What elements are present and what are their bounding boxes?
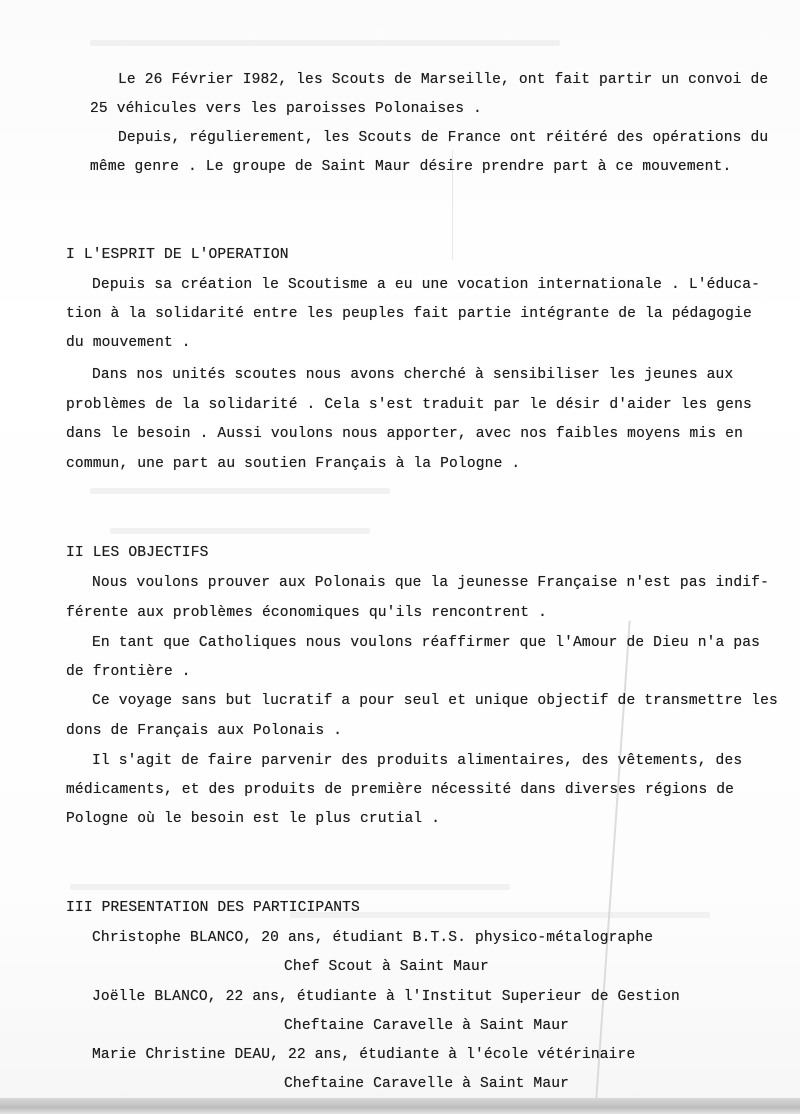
section-heading-objectifs: II LES OBJECTIFS	[66, 545, 209, 561]
paragraph-line: du mouvement .	[66, 335, 191, 351]
showthrough-mark	[90, 488, 390, 494]
paragraph-line: de frontière .	[66, 664, 191, 680]
participant-line: Christophe BLANCO, 20 ans, étudiant B.T.S. physico-métalographe	[92, 930, 654, 946]
paragraph-line: Ce voyage sans but lucratif a pour seul et unique objectif de transmettre les	[92, 693, 778, 709]
paragraph-line: Pologne où le besoin est le plus crutial .	[66, 811, 441, 827]
paragraph-line: En tant que Catholiques nous voulons réaffirmer que l'Amour de Dieu n'a pas	[92, 635, 761, 651]
paragraph-line: Il s'agit de faire parvenir des produits alimentaires, des vêtements, des	[92, 753, 743, 769]
intro-line: Le 26 Février I982, les Scouts de Marseille, ont fait partir un convoi de	[118, 72, 769, 88]
intro-line: même genre . Le groupe de Saint Maur désire prendre part à ce mouvement.	[90, 159, 732, 175]
showthrough-mark	[90, 40, 560, 46]
intro-line: 25 véhicules vers les paroisses Polonaises .	[90, 101, 482, 117]
paragraph-line: commun, une part au soutien Français à la Pologne .	[66, 456, 521, 472]
paragraph-line: férente aux problèmes économiques qu'ils rencontrent .	[66, 605, 548, 621]
section-heading-esprit: I L'ESPRIT DE L'OPERATION	[66, 247, 289, 263]
paragraph-line: médicaments, et des produits de première nécessité dans diverses régions de	[66, 782, 735, 798]
participant-line: Joëlle BLANCO, 22 ans, étudiante à l'Institut Superieur de Gestion	[92, 989, 680, 1005]
participant-role: Cheftaine Caravelle à Saint Maur	[284, 1076, 570, 1092]
paragraph-line: Depuis sa création le Scoutisme a eu une vocation internationale . L'éduca-	[92, 277, 761, 293]
section-heading-participants: III PRESENTATION DES PARTICIPANTS	[66, 900, 360, 916]
intro-line: Depuis, régulierement, les Scouts de France ont réitéré des opérations du	[118, 130, 769, 146]
paragraph-line: problèmes de la solidarité . Cela s'est traduit par le désir d'aider les gens	[66, 397, 752, 413]
participant-line: Marie Christine DEAU, 22 ans, étudiante à l'école vétérinaire	[92, 1047, 636, 1063]
paragraph-line: dans le besoin . Aussi voulons nous apporter, avec nos faibles moyens mis en	[66, 426, 743, 442]
paragraph-line: Nous voulons prouver aux Polonais que la jeunesse Française n'est pas indif-	[92, 575, 769, 591]
participant-role: Cheftaine Caravelle à Saint Maur	[284, 1018, 570, 1034]
scan-bottom-edge	[0, 1098, 800, 1114]
showthrough-mark	[110, 528, 370, 534]
paragraph-line: dons de Français aux Polonais .	[66, 723, 343, 739]
paragraph-line: Dans nos unités scoutes nous avons cherché à sensibiliser les jeunes aux	[92, 367, 734, 383]
paragraph-line: tion à la solidarité entre les peuples fait partie intégrante de la pédagogie	[66, 306, 752, 322]
showthrough-mark	[70, 884, 510, 890]
participant-role: Chef Scout à Saint Maur	[284, 959, 489, 975]
